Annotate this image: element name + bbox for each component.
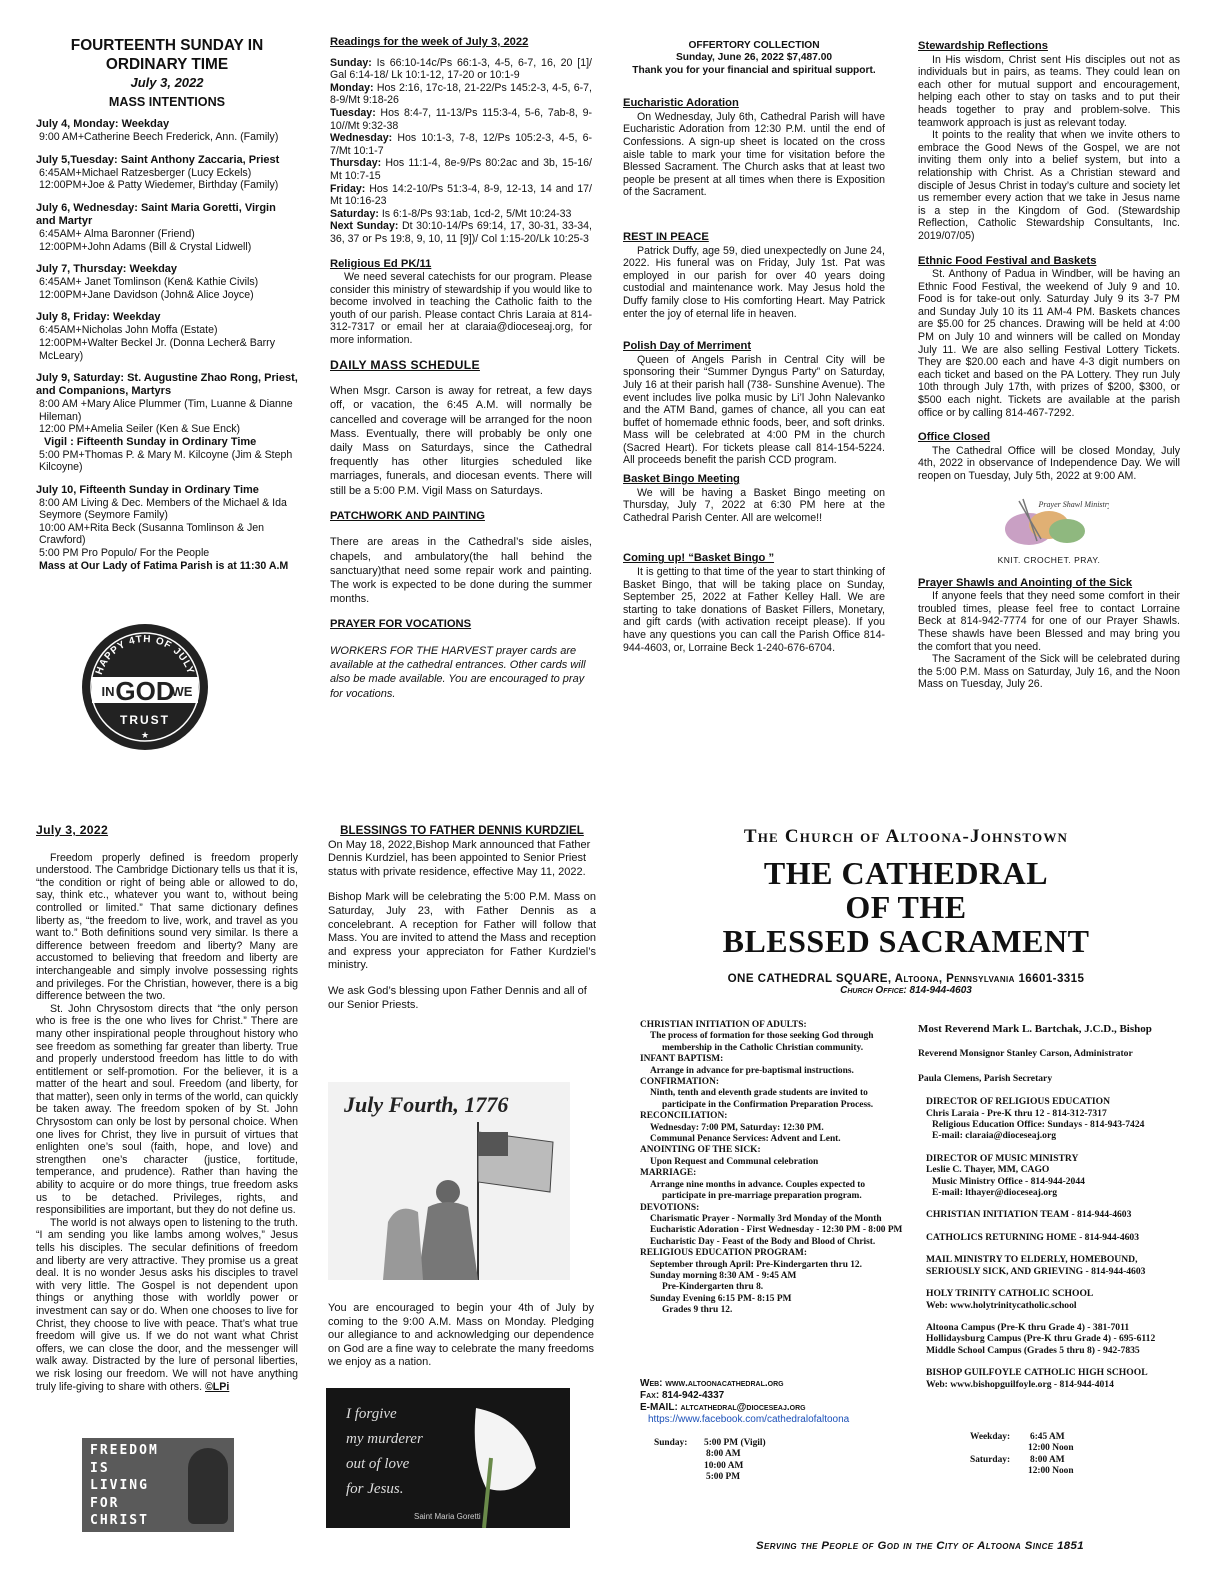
intention-day: July 6, Wednesday: Saint Maria Goretti, Virgin and Martyr xyxy=(36,201,276,227)
weekday-mass-times xyxy=(970,1432,1074,1478)
ministry-heading: CHRISTIAN INITIATION OF ADULTS: xyxy=(640,1020,807,1030)
bishop-name: Most Reverend Mark L. Bartchak, J.C.D., Bishop xyxy=(918,1023,1152,1035)
ministry-detail: participate in the Confirmation Preparation Process. xyxy=(662,1099,874,1110)
vocations-heading: PRAYER FOR VOCATIONS xyxy=(330,618,472,631)
news-column xyxy=(623,40,885,654)
blessings-column xyxy=(328,824,596,1012)
intention-day: July 10, Fifteenth Sunday in Ordinary Time xyxy=(36,483,259,496)
intention-line: 6:45AM+ Janet Tomlinson (Ken& Kathie Civils) xyxy=(39,276,259,289)
fax-number: Fax: 814-942-4337 xyxy=(640,1390,725,1401)
intention-line: 12:00PM+Joe & Patty Wiedemer, Birthday (Family) xyxy=(39,179,279,192)
stewardship-heading: Stewardship Reflections xyxy=(918,40,1048,52)
mass-time: 5:00 PM (Vigil) xyxy=(704,1438,766,1448)
freedom-line: IS xyxy=(90,1460,110,1476)
july-fourth-title: July Fourth, 1776 xyxy=(344,1092,509,1117)
sunday-title: FOURTEENTH SUNDAY IN ORDINARY TIME xyxy=(70,37,264,73)
mass-time: 6:45 AM xyxy=(1030,1432,1065,1442)
intention-day: July 8, Friday: Weekday xyxy=(36,311,161,324)
catholics-returning-home: CATHOLICS RETURNING HOME - 814-944-4603 xyxy=(926,1231,1140,1243)
quote-line: for Jesus. xyxy=(346,1481,404,1497)
stewardship-p1: In His wisdom, Christ sent His disciples out not as individuals but in pairs, as teams. They could lean on each other for mutual support and encouragement, helping each other to stay on tasks and to put their heads together to pray and problem-solve. This teamwork approach is just as relevant today. xyxy=(918,53,1180,129)
readings-list xyxy=(330,57,592,246)
ministry-detail: participate in pre-marriage preparation program. xyxy=(662,1191,862,1202)
quote-line: my murderer xyxy=(346,1431,423,1447)
mass-time: 8:00 AM xyxy=(1030,1454,1065,1465)
ministry-detail: September through April: Pre-Kindergarten thru 12. xyxy=(650,1259,862,1270)
basket-bingo-heading: Coming up! “Basket Bingo ” xyxy=(623,552,775,565)
blessings-heading: BLESSINGS TO FATHER DENNIS KURDZIEL xyxy=(340,824,584,837)
campus-list: Altoona Campus (Pre-K thru Grade 4) - 381-7011 Hollidaysburg Campus (Pre-K thru Grade 4) - 695-6112 Middle School Campus (Grades 5 thru 8) - 942-7835 xyxy=(926,1321,1156,1356)
freedom-line: FOR xyxy=(90,1495,120,1511)
fourth-of-july-note: You are encouraged to begin your 4th of July by coming to the 9:00 A.M. Mass on Monday. Pledging our allegiance to and acknowledging our dependence on God are a fine way to celebrate the many freedoms we enjoy as a nation. xyxy=(328,1302,594,1369)
initiation-team: CHRISTIAN INITIATION TEAM - 814-944-4603 xyxy=(926,1209,1132,1221)
badge-god: GOD xyxy=(115,676,175,706)
email-link[interactable]: E-MAIL: altcathedral@dioceseaj.org xyxy=(640,1402,806,1413)
religious-ed-heading: Religious Ed PK/11 xyxy=(330,257,432,270)
address: ONE CATHEDRAL SQUARE, Altoona, Pennsylvania 16601-3315 xyxy=(727,972,1085,985)
religious-ed-text: We need several catechists for our program. Please consider this ministry of stewardship if you would like to become involved in teaching the Catholic faith to the youth of our parish. Please contact Chris Laraia at 814-312-7317 or email her at claraia@dioceseaj.org, for more information. xyxy=(330,271,592,347)
stewardship-column xyxy=(918,40,1180,691)
daily-mass-heading: DAILY MASS SCHEDULE xyxy=(330,357,480,372)
adoration-text: On Wednesday, July 6th, Cathedral Parish will have Eucharistic Adoration from 12:30 P.M. until the end of Confessions. A sign-up sheet is located on the cross aisle table to mark your time for visitation before the Blessed Sacrament. The Church asks that at least two people be present at all times when there is Exposition of the Sacrament. xyxy=(623,110,885,199)
intention-line: 6:45AM+ Alma Baronner (Friend) xyxy=(39,227,195,240)
sunday-date: July 3, 2022 xyxy=(130,75,204,90)
quote-line: out of love xyxy=(346,1456,410,1472)
intention-day: July 4, Monday: Weekday xyxy=(36,118,170,131)
reading-entry: Sunday: Is 66:10-14c/Ps 66:1-3, 4-5, 6-7, 16, 20 [1]/ Gal 6:14-18/ Lk 10:1-12, 17-20 or 10:1-9 xyxy=(330,56,592,82)
in-god-we-trust-badge xyxy=(80,622,210,752)
mass-time: 10:00 AM xyxy=(704,1460,744,1471)
patchwork-text: There are areas in the Cathedral’s side aisles, chapels, and ambulatory(the hall behind the sanctuary)that need some repair work and painting. The work is expected to be done during the summer months. xyxy=(330,536,592,606)
intention-line: 10:00 AM+Rita Beck (Susanna Tomlinson & Jen Crawford) xyxy=(39,521,265,547)
shawl-logo-caption: KNIT. CROCHET. PRAY. xyxy=(997,555,1101,566)
mass-intentions-column xyxy=(36,36,298,572)
mass-time: 5:00 PM xyxy=(706,1472,741,1483)
weekday-label: Weekday: xyxy=(970,1432,1011,1442)
intention-line: 8:00 AM Living & Dec. Members of the Michael & Ida Seymore (Seymore Family) xyxy=(39,496,287,522)
freedom-image xyxy=(82,1438,234,1532)
freedom-line: FREEDOM xyxy=(90,1443,159,1458)
mass-time: 12:00 Noon xyxy=(1028,1443,1074,1454)
goretti-lily-image xyxy=(326,1388,570,1528)
reading-entry: Thursday: Hos 11:1-4, 8e-9/Ps 80:2ac and 3b, 15-16/ Mt 10:7-15 xyxy=(330,157,592,182)
intention-line: 12:00PM+Walter Beckel Jr. (Donna Lecher& Barry McLeary) xyxy=(39,336,276,362)
patchwork-heading: PATCHWORK AND PAINTING xyxy=(330,509,485,522)
reading-entry: Wednesday: Hos 10:1-3, 7-8, 12/Ps 105:2-3, 4-5, 6-7/Mt 10:1-7 xyxy=(330,132,592,157)
ministry-detail: Arrange nine months in advance. Couples expected to xyxy=(650,1179,866,1190)
badge-trust: TRUST xyxy=(120,713,170,727)
intention-day: July 9, Saturday: St. Augustine Zhao Rong, Priest, and Companions, Martyrs xyxy=(36,372,298,398)
ministry-heading: DEVOTIONS: xyxy=(640,1202,700,1213)
ministry-detail: membership in the Catholic Christian community. xyxy=(662,1042,864,1053)
quote-signature: Saint Maria Goretti xyxy=(414,1512,481,1521)
mail-ministry: MAIL MINISTRY TO ELDERLY, HOMEBOUND, SERIOUSLY SICK, AND GRIEVING - 814-944-4603 xyxy=(926,1254,1146,1277)
contact-block xyxy=(640,1378,890,1426)
vocations-text: WORKERS FOR THE HARVEST prayer cards are available at the cathedral entrances. Other cards will also be made available. You are encouraged to pray for vocations. xyxy=(330,645,586,700)
offertory-box: OFFERTORY COLLECTION Sunday, June 26, 2022 $7,487.00 Thank you for your financial and spiritual support. xyxy=(632,40,876,76)
intention-line: 6:45AM+Michael Ratzesberger (Lucy Eckels) xyxy=(39,166,252,179)
office-closed-heading: Office Closed xyxy=(918,431,991,444)
mass-time: 8:00 AM xyxy=(706,1449,741,1460)
ministry-detail: Grades 9 thru 12. xyxy=(662,1305,733,1316)
vigil-line: Vigil : Fifteenth Sunday in Ordinary Time xyxy=(44,435,257,448)
ministry-detail: Communal Penance Services: Advent and Lent. xyxy=(650,1134,841,1145)
freedom-line: LIVING xyxy=(90,1478,149,1493)
ministry-detail: Arrange in advance for pre-baptismal instructions. xyxy=(650,1065,854,1076)
reading-entry: Next Sunday: Dt 30:10-14/Ps 69:14, 17, 30-31, 33-34, 36, 37 or Ps 19:8, 9, 10, 11 [9])/ Col 1:15-20/Lk 10:25-3 xyxy=(330,220,593,245)
badge-in: IN xyxy=(101,684,115,699)
reflection-column xyxy=(36,824,298,1393)
bingo-meeting-heading: Basket Bingo Meeting xyxy=(623,473,740,486)
prayer-shawls-p1: If anyone feels that they need some comfort in their troubled times, please feel free to contact Lorraine Beck at 814-942-7774 for one of our Prayer Shawls. These shawls have been Blessed and may bring you the comfort that you need. xyxy=(918,590,1180,653)
intention-day: July 5,Tuesday: Saint Anthony Zaccaria, Priest xyxy=(36,153,280,166)
ministry-detail: Upon Request and Communal celebration xyxy=(650,1156,819,1167)
intention-line: 8:00 AM +Mary Alice Plummer (Tim, Luanne & Dianne Hileman) xyxy=(39,398,293,423)
rest-in-peace-text: Patrick Duffy, age 59, died unexpectedly on June 24, 2022. His funeral was on Friday, July 1st. Pat was employed in our parish for over 40 years doing custodial and maintenance work. May Jesus hold the Duffy family close to His comforting Heart. May Patrick enter the joy of eternal life in heaven. xyxy=(623,244,885,320)
mass-time: 12:00 Noon xyxy=(1028,1466,1074,1477)
office-closed-text: The Cathedral Office will be closed Monday, July 4th, 2022 in observance of Independence Day. We will reopen on Tuesday, July 5th, 2022 at 9:00 AM. xyxy=(918,444,1180,482)
adoration-heading: Eucharistic Adoration xyxy=(623,97,739,110)
bishop-guilfoyle-school: BISHOP GUILFOYLE CATHOLIC HIGH SCHOOL Web: www.bishopguilfoyle.org - 814-944-4014 xyxy=(926,1367,1148,1390)
ministry-heading: RELIGIOUS EDUCATION PROGRAM: xyxy=(640,1248,808,1259)
intention-line: 12:00 PM+Amelia Seiler (Ken & Sue Enck) xyxy=(39,423,241,436)
intention-line: 12:00PM+Jane Davidson (John& Alice Joyce) xyxy=(39,288,254,301)
dre-block: DIRECTOR OF RELIGIOUS EDUCATION Chris Laraia - Pre-K thru 12 - 814-312-7317 Religious Education Office: Sundays - 814-943-7424 E-mail: claraia@dioceseaj.org xyxy=(926,1096,1145,1142)
reflection-p1: Freedom properly defined is freedom properly understood. The Cambridge Dictionary tells us that it is, “the condition or right of being able or allowed to do, say, think etc., whatever you want to, without being controlled or limited.” That same dictionary defines liberty as, “the freedom to live, work, and travel as you want to.” Both definitions sound very similar. Is there a difference between freedom and liberty? Many are accustomed to believing that freedom and liberty are interchangeable and simply involve possessing rights and privileges. For the Christian, however, there is a big difference between the two. xyxy=(36,851,298,1003)
ministry-heading: MARRIAGE: xyxy=(640,1168,697,1179)
ministry-detail: The process of formation for those seeking God through xyxy=(650,1031,874,1042)
reading-entry: Monday: Hos 2:16, 17c-18, 21-22/Ps 145:2-3, 4-5, 6-7, 8-9/Mt 9:18-26 xyxy=(330,81,592,107)
intention-line: 12:00PM+John Adams (Bill & Crystal Lidwell) xyxy=(39,240,252,253)
prayer-shawl-logo xyxy=(989,495,1109,567)
sunday-label: Sunday: xyxy=(654,1438,688,1448)
ethnic-food-text: St. Anthony of Padua in Windber, will be having an Ethnic Food Festival, the weekend of July 9 and 10. Food is for take-out only. Saturday July 9 its 3-7 PM and Sunday July 10 its 11 AM-4 PM. Baskets chances are $5.00 for 25 chances. Drawing will be held at 4:00 PM on July 10 and winners will be called on Monday July 11. We are also selling Festival Lottery Tickets. They are $20.00 each and have 4-3 digit numbers on each ticket and based on the PA Lottery. They run July 10th through July 17th, with prizes of $200, $300, or $500 each night. Tickets are available at the parish office or by calling 814-467-7292. xyxy=(918,268,1180,419)
badge-arc-text: HAPPY 4TH OF JULY xyxy=(93,633,197,677)
rest-in-peace-heading: REST IN PEACE xyxy=(623,230,709,243)
reading-entry: Tuesday: Hos 8:4-7, 11-13/Ps 115:3-4, 5-6, 7ab-8, 9-10//Mt 9:32-38 xyxy=(330,106,592,132)
ministry-detail: Sunday morning 8:30 AM - 9:45 AM xyxy=(650,1270,797,1281)
ministry-heading: INFANT BAPTISM: xyxy=(640,1054,724,1065)
reading-entry: Friday: Hos 14:2-10/Ps 51:3-4, 8-9, 12-13, 14 and 17/ Mt 10:16-23 xyxy=(330,182,592,208)
serving-tagline: Serving the People of God in the City of Altoona Since 1851 xyxy=(755,1540,1085,1552)
facebook-link[interactable]: https://www.facebook.com/cathedralofaltoona xyxy=(648,1414,850,1425)
readings-column xyxy=(330,36,592,701)
polish-day-text: Queen of Angels Parish in Central City will be sponsoring their “Summer Dyngus Party” on Saturday, July 16 at their parish hall (738- Sunshine Avenue). The event includes live polka music by Li’l John Nalevanko and the ATM Band, games of chance, all you can eat buffet of homemade ethnic foods, beer, and soft drinks. Mass will be celebrated at 4:00 PM in the church (Sacred Heart). For tickets please call 814-154-5224. All proceeds benefit the parish CCD program. xyxy=(623,353,885,467)
cathedral-name: THE CATHEDRAL OF THE BLESSED SACRAMENT xyxy=(722,855,1090,959)
daily-mass-text: When Msgr. Carson is away for retreat, a few days off, or vacation, the 6:45 A.M. will normally be cancelled and coverage will be arranged for the noon Mass. Eventually, there will probably be only one daily Mass on Saturdays, since the Cathedral frequently has other liturgies scheduled like marriages, funerals, and diocesan events. There will still be a 5:00 P.M. Vigil Mass on Saturdays. xyxy=(330,385,592,497)
intention-line: 5:00 PM+Thomas P. & Mary M. Kilcoyne (Jim & Steph Kilcoyne) xyxy=(39,448,293,474)
basket-bingo-text: It is getting to that time of the year to start thinking of Basket Bingo, that will be taking place on Sunday, September 25, 2022 at Father Kelley Hall. We are starting to take donations of Basket Fillers, Monetary, and gift cards (with activation receipt please). If you have any questions you can call the Parish Office 814-944-4603, or, Lorraine Beck 1-240-676-6704. xyxy=(623,566,885,654)
intention-day: July 7, Thursday: Weekday xyxy=(36,263,178,276)
masthead xyxy=(626,826,1186,996)
church-office-phone: Church Office: 814-944-4603 xyxy=(840,985,972,996)
prayer-shawls-heading: Prayer Shawls and Anointing of the Sick xyxy=(918,576,1133,589)
mass-intentions-heading: MASS INTENTIONS xyxy=(108,94,226,109)
shawl-logo-title: Prayer Shawl Ministry xyxy=(1038,499,1109,509)
reading-entry: Saturday: Is 6:1-8/Ps 93:1ab, 1cd-2, 5/Mt 10:24-33 xyxy=(330,207,572,220)
reflection-p2: St. John Chrysostom directs that “the only person who is free is the one who lives for Christ.” There are many other inspirational people throughout history who see freedom as something far greater than liberty. True and properly understood freedom has little to do with entitlement or self-promotion. For the believer, it is a matter of the heart and soul. Freedom (and liberty, for that matter), seen only in terms of the world, can quickly be taken away. The freedom spoken of by St. John Chrysostom can only be lost by personal choice. When one lives for Christ, they live in pursuit of virtues that enlighten one’s soul (faith, hope, and love) and strengthen one’s character (justice, fortitude, temperance, and prudence). Rather than having the ability to acquire or do more things, true freedom asks us to be detached. Privileges, rights, and responsibilities are important, but they do not define us. xyxy=(36,1002,299,1217)
star-icon: ★ xyxy=(140,730,150,740)
intentions-list xyxy=(36,118,298,572)
quote-line: I forgive xyxy=(346,1406,397,1422)
staff-directory xyxy=(918,1024,1188,1390)
prayer-shawls-p2: The Sacrament of the Sick will be celebrated during the 5:00 P.M. Mass on Saturday, July 16, and the Noon Mass on Tuesday, July 26. xyxy=(918,653,1180,691)
polish-day-heading: Polish Day of Merriment xyxy=(623,340,752,353)
ministries-list xyxy=(640,1020,910,1317)
ministry-heading: RECONCILIATION: xyxy=(640,1111,728,1122)
website-link[interactable]: Web: www.altoonacathedral.org xyxy=(640,1378,784,1389)
ethnic-food-heading: Ethnic Food Festival and Baskets xyxy=(918,254,1097,267)
holy-trinity-school: HOLY TRINITY CATHOLIC SCHOOL Web: www.holytrinitycatholic.school xyxy=(926,1288,1094,1311)
intention-line: 9:00 AM+Catherine Beech Frederick, Ann. (Family) xyxy=(39,131,279,144)
intention-line: 5:00 PM Pro Populo/ For the People xyxy=(39,547,210,560)
bingo-meeting-text: We will be having a Basket Bingo meeting on Thursday, July 7, 2022 at 6:30 PM here at the Cathedral Parish Center. All are welcome!! xyxy=(623,486,885,524)
blessings-p3: We ask God’s blessing upon Father Dennis and all of our Senior Priests. xyxy=(328,984,587,1011)
secretary-name: Paula Clemens, Parish Secretary xyxy=(918,1072,1053,1084)
blessings-p1: On May 18, 2022,Bishop Mark announced that Father Dennis Kurdziel, has been appointed to Senior Priest status with private residence, effective May 11, 2022. xyxy=(328,838,591,878)
lpi-credit: ©LPi xyxy=(205,1380,230,1393)
readings-heading: Readings for the week of July 3, 2022 xyxy=(330,36,529,48)
ministry-heading: ANOINTING OF THE SICK: xyxy=(640,1145,761,1156)
administrator-name: Reverend Monsignor Stanley Carson, Administrator xyxy=(918,1048,1133,1060)
ministry-heading: CONFIRMATION: xyxy=(640,1077,719,1088)
saturday-label: Saturday: xyxy=(970,1454,1011,1465)
intention-line: 6:45AM+Nicholas John Moffa (Estate) xyxy=(39,324,218,337)
freedom-line: CHRIST xyxy=(90,1513,149,1528)
music-block: DIRECTOR OF MUSIC MINISTRY Leslie C. Thayer, MM, CAGO Music Ministry Office - 814-944-2044 E-mail: lthayer@dioceseaj.org xyxy=(926,1152,1085,1199)
reflection-p3: The world is not always open to listening to the truth. “I am sending you like lambs among wolves,” Jesus tells his disciples. The secular definitions of freedom and liberty are very attractive. They promise us a great deal. It is no wonder Jesus asks his disciples to travel with very little. The Gospel is not dependent upon things or anything those with worldly power or investment can say or do. When one chooses to live for Christ, they choose to live with peace. That’s what true freedom will give us. If we do not want what Christ offers, we can close the door, and the messenger will walk away. Distracted by the lure of personal liberties, we risk losing our freedom. We will not have anything truly life-giving to share with others. ©LPi xyxy=(36,1216,298,1393)
ministry-detail: Eucharistic Adoration - First Wednesday - 12:30 PM - 8:00 PM xyxy=(650,1225,903,1236)
ministry-detail: Pre-Kindergarten thru 8. xyxy=(662,1282,764,1293)
stewardship-p2: It points to the reality that when we invite others to embrace the Good News of the Gospel, we are not inviting them only into a belief system, but into a relationship with Christ. As a Christian steward and disciple of Jesus Christ in today’s culture and society let us remember every action that we take in Jesus name is a step in the Kingdom of God. (Stewardship Reflection, Catholic Stewardship Consultants, Inc. 2019/07/05) xyxy=(918,129,1180,242)
badge-we: WE xyxy=(171,684,193,699)
blessings-p2: Bishop Mark will be celebrating the 5:00 P.M. Mass on Saturday, July 23, with Father Dennis as a concelebrant. A reception for Father will follow that Mass. You are invited to attend the Mass and reception and express your appreciaton for Father Kurdziel’s ministry. xyxy=(328,891,596,972)
ministry-detail: Eucharistic Day - Feast of the Body and Blood of Christ. xyxy=(650,1236,876,1247)
reflection-heading: July 3, 2022 xyxy=(36,823,109,837)
sunday-mass-times xyxy=(654,1438,766,1484)
ministry-detail: Sunday Evening 6:15 PM- 8:15 PM xyxy=(650,1293,792,1304)
ministry-detail: Charismatic Prayer - Normally 3rd Monday of the Month xyxy=(650,1213,882,1224)
july-fourth-image xyxy=(328,1082,570,1280)
ministry-detail: Wednesday: 7:00 PM, Saturday: 12:30 PM. xyxy=(650,1122,824,1133)
fatima-note: Mass at Our Lady of Fatima Parish is at 11:30 A.M xyxy=(39,559,289,572)
ministry-detail: Ninth, tenth and eleventh grade students are invited to xyxy=(650,1088,868,1099)
diocese-name: The Church of Altoona-Johnstown xyxy=(743,826,1069,847)
